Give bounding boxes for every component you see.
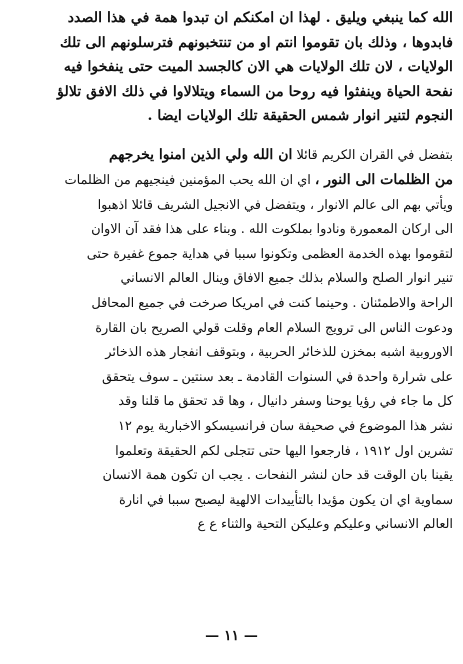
text-segment: بتفضل في القران الكريم قائلا [292,147,453,163]
text-line: نفحة الحياة وينفثوا فيه روحا من السماء ويتلالاوا في ذلك الافق تلالؤ [57,83,453,100]
quranic-quote: ان الله ولي الذين امنوا يخرجهم [108,146,293,163]
text-line: تشرين اول ١٩١٢ ، فارجعوا اليها حتى تتجلى لكم الحقيقة وتعلموا [115,443,453,459]
text-line: تنير انوار الصلح والسلام بذلك جميع الافاق وينال العالم الانساني [120,271,453,287]
text-line: الاوروبية اشبه بمخزن للذخائر الحربية ، وبتوقف انفجار هذه الذخائر [105,345,453,361]
text-line [10,143,453,169]
text-line: الولايات ، لان تلك الولايات هي الان كالجسد الميت حتى ينفخوا فيه [63,59,453,75]
text-line: يقينا بان الوقت قد حان لنشر النفحات . يجب ان تكون همة الانسان [102,468,453,484]
text-line: فابدوها ، وذلك بان تقوموا انتم او من تنتخبونهم فترسلونهم الى تلك [60,34,453,51]
text-line: الى اركان المعمورة ونادوا بملكوت الله . وبناء على هذا فقد آن الاوان [91,222,453,238]
text-line: كل ما جاء في رؤيا يوحنا وسفر دانيال ، وها قد تحقق ما قلنا وقد [118,394,453,410]
quranic-quote: من الظلمات الى النور ، [314,172,453,189]
text-line: النجوم لتنير انوار شمس الحقيقة تلك الولايات ايضا . [147,108,453,124]
text-line: على شرارة واحدة في السنوات القادمة ـ بعد سنتين ـ سوف يتحقق [102,369,453,385]
text-segment: اي ان الله يحب المؤمنين فينجيهم من الظلمات [64,173,315,189]
text-line [10,168,453,194]
text-line: نشر هذا الموضوع في صحيفة سان فرانسيسكو الاخبارية يوم ١٢ [117,419,453,435]
text-line: ويأتي بهم الى عالم الانوار ، ويتفضل في الانجيل الشريف قائلا اذهبوا [97,197,453,213]
paragraph-2 [10,143,453,539]
paragraph-1 [10,6,453,129]
text-line: الراحة والاطمئنان . وحينما كنت في امريكا صرخت في جميع المحافل [91,296,453,312]
text-line: ودعوت الناس الى ترويج السلام العام وقلت قولي الصريح بان القارة [95,320,453,336]
text-line: العالم الانساني وعليكم وعليكن التحية والثناء ع ع [197,517,453,533]
page-number: — ١١ — [205,628,258,644]
text-line: الله كما ينبغي ويليق . لهذا ان امكنكم ان تبدوا همة في هذا الصدد [67,10,453,26]
text-line: لتقوموا بهذه الخدمة العظمى وتكونوا سببا في هداية جموع غفيرة حتى [86,246,453,262]
text-line: سماوية اي ان يكون مؤيدا بالتأييدات الالهية ليصبح سببا في انارة [118,492,453,508]
